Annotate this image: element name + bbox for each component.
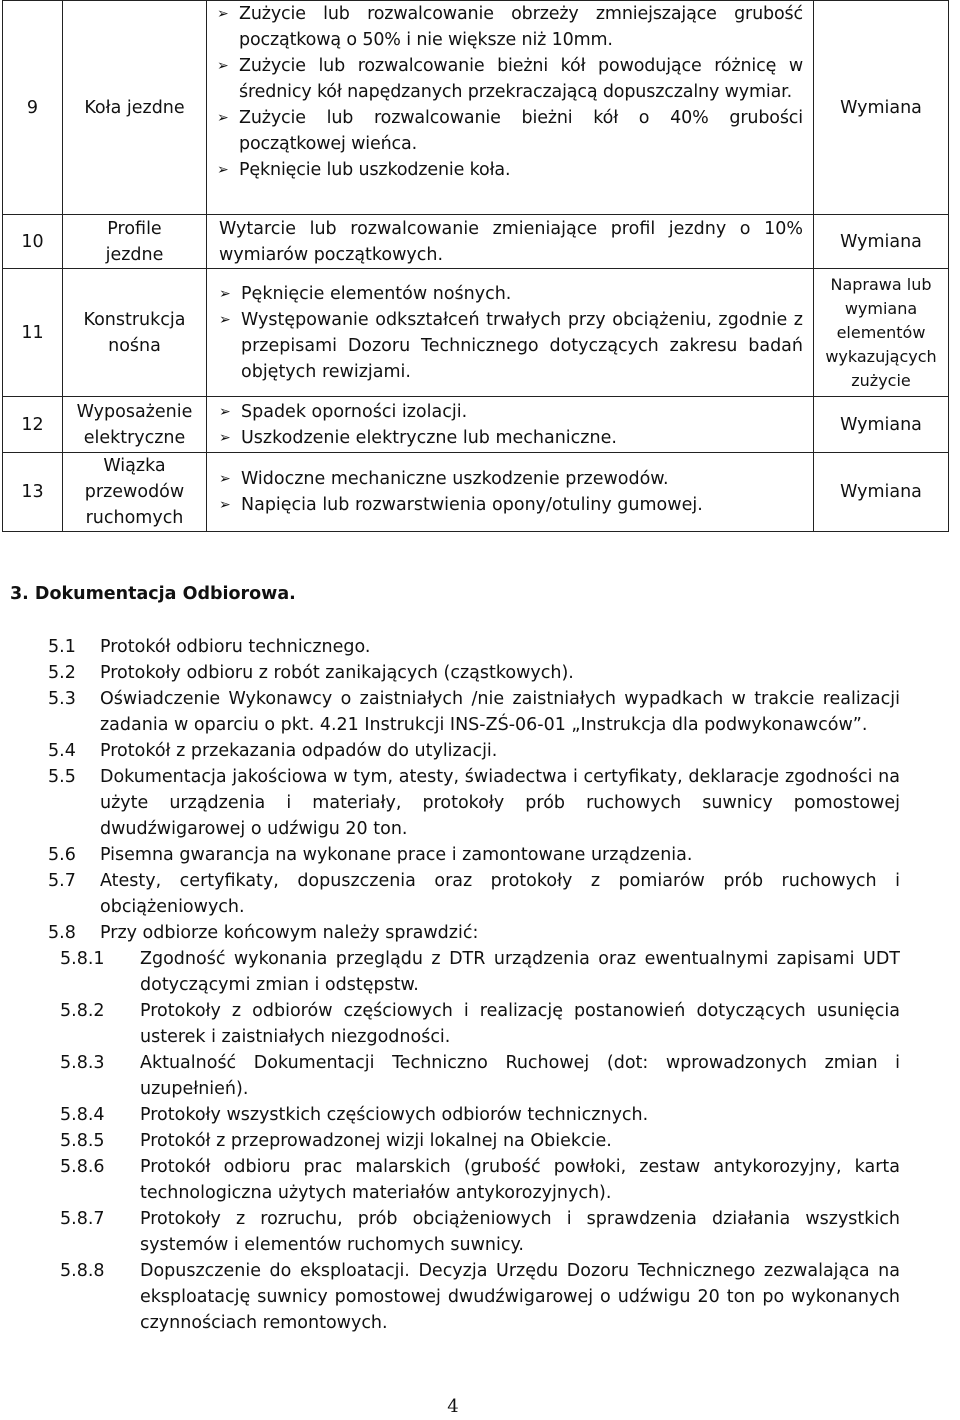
row-number: 12 bbox=[3, 397, 63, 453]
item-number: 5.8.5 bbox=[60, 1131, 105, 1151]
element-name-line: przewodów bbox=[84, 482, 185, 502]
action-cell: Naprawa lub wymiana elementów wykazujących zużycie bbox=[814, 269, 949, 397]
sub-list-item bbox=[60, 1102, 900, 1128]
item-number: 5.8 bbox=[48, 923, 76, 943]
item-text: Protokół odbioru technicznego. bbox=[100, 637, 371, 657]
list-item bbox=[48, 842, 900, 868]
list-item bbox=[48, 868, 900, 920]
page-number: 4 bbox=[447, 1396, 459, 1417]
item-text: Oświadczenie Wykonawcy o zaistniałych /nie zaistniałych wypadkach w trakcie realizacji zadania w oparciu o pkt. 4.21 Instrukcji INS-ZŚ-06-01 „Instrukcja dla podwykonawców”. bbox=[100, 689, 900, 735]
item-number: 5.4 bbox=[48, 741, 76, 761]
item-text: Protokoły z odbiorów częściowych i realizację postanowień dotyczących usunięcia usterek i zaistniałych niezgodności. bbox=[140, 1001, 900, 1047]
list-item bbox=[48, 738, 900, 764]
element-name-line: Koła jezdne bbox=[84, 97, 185, 118]
defect-description bbox=[207, 269, 814, 397]
row-number: 10 bbox=[3, 215, 63, 269]
element-name-line: Konstrukcja bbox=[83, 309, 186, 330]
item-number: 5.1 bbox=[48, 637, 76, 657]
element-name-line: elektryczne bbox=[83, 427, 186, 448]
table-row bbox=[3, 453, 949, 532]
item-text: Zgodność wykonania przeglądu z DTR urządzenia oraz ewentualnymi zapisami UDT dotyczącymi zmian i odstępstw. bbox=[140, 949, 900, 995]
bullet-item: ➢ Uszkodzenie elektryczne lub mechaniczne. bbox=[219, 425, 803, 451]
row-number: 11 bbox=[3, 269, 63, 397]
sub-list-item bbox=[60, 1154, 900, 1206]
item-text: Dopuszczenie do eksploatacji. Decyzja Urzędu Dozoru Technicznego zezwalająca na eksploatację suwnicy pomostowej dwudźwigarowej o udźwigu 20 ton po wykonanych czynnościach remontowych. bbox=[140, 1261, 900, 1333]
defect-description bbox=[207, 215, 814, 269]
element-name bbox=[63, 397, 207, 453]
item-number: 5.8.1 bbox=[60, 949, 105, 969]
element-name bbox=[63, 215, 207, 269]
bullet-item: ➢ Zużycie lub rozwalcowanie obrzeży zmniejszające grubość początkową o 50% i nie większe niż 10mm. bbox=[219, 1, 803, 53]
item-text: Protokoły odbioru z robót zanikających (cząstkowych). bbox=[100, 663, 574, 683]
documentation-list bbox=[48, 634, 900, 1336]
table-row bbox=[3, 215, 949, 269]
defect-description bbox=[207, 1, 814, 215]
list-item bbox=[48, 920, 900, 946]
bullet-item: ➢ Spadek oporności izolacji. bbox=[219, 399, 803, 425]
item-number: 5.5 bbox=[48, 767, 76, 787]
item-text: Protokół z przeprowadzonej wizji lokalnej na Obiekcie. bbox=[140, 1131, 612, 1151]
item-text: Protokół z przekazania odpadów do utylizacji. bbox=[100, 741, 498, 761]
action-cell: Wymiana bbox=[814, 215, 949, 269]
sub-list-item bbox=[60, 1128, 900, 1154]
table-row bbox=[3, 397, 949, 453]
defect-description bbox=[207, 453, 814, 532]
item-number: 5.2 bbox=[48, 663, 76, 683]
item-number: 5.8.4 bbox=[60, 1105, 105, 1125]
item-text: Aktualność Dokumentacji Techniczno Ruchowej (dot: wprowadzonych zmian i uzupełnień). bbox=[140, 1053, 900, 1099]
item-number: 5.6 bbox=[48, 845, 76, 865]
sub-list-item bbox=[60, 998, 900, 1050]
row-number: 13 bbox=[3, 453, 63, 532]
item-text: Protokoły wszystkich częściowych odbiorów technicznych. bbox=[140, 1105, 649, 1125]
row-number: 9 bbox=[3, 1, 63, 215]
action-cell: Wymiana bbox=[814, 397, 949, 453]
list-item bbox=[48, 660, 900, 686]
element-name bbox=[63, 453, 207, 532]
table-row bbox=[3, 269, 949, 397]
item-text: Protokoły z rozruchu, prób obciążeniowych i sprawdzenia działania wszystkich systemów i elementów ruchomych suwnicy. bbox=[140, 1209, 900, 1255]
item-number: 5.8.8 bbox=[60, 1261, 105, 1281]
list-item bbox=[48, 634, 900, 660]
element-name-line: nośna bbox=[108, 335, 161, 356]
item-text: Atesty, certyfikaty, dopuszczenia oraz protokoły z pomiarów prób ruchowych i obciążeniowych. bbox=[100, 871, 900, 917]
bullet-item: ➢ Widoczne mechaniczne uszkodzenie przewodów. bbox=[219, 466, 803, 492]
item-text: Dokumentacja jakościowa w tym, atesty, świadectwa i certyfikaty, deklaracje zgodności na użyte urządzenia i materiały, protokoły prób ruchowych suwnicy pomostowej dwudźwigarowej o udźwigu 20 ton. bbox=[100, 767, 900, 839]
element-name bbox=[63, 269, 207, 397]
list-item bbox=[48, 686, 900, 738]
element-name-line: Wyposażenie bbox=[76, 401, 193, 422]
sub-list-item bbox=[60, 946, 900, 998]
defect-text: Wytarcie lub rozwalcowanie zmieniające profil jezdny o 10% wymiarów początkowych. bbox=[219, 218, 803, 265]
bullet-item: ➢ Pęknięcie lub uszkodzenie koła. bbox=[219, 157, 803, 183]
bullet-item: ➢ Napięcia lub rozwarstwienia opony/otuliny gumowej. bbox=[219, 492, 803, 518]
bullet-item: ➢ Zużycie lub rozwalcowanie bieżni kół o 40% grubości początkowej wieńca. bbox=[219, 105, 803, 157]
item-number: 5.8.6 bbox=[60, 1157, 105, 1177]
bullet-item: ➢ Pęknięcie elementów nośnych. bbox=[219, 281, 803, 307]
sub-list-item bbox=[60, 1206, 900, 1258]
item-number: 5.7 bbox=[48, 871, 76, 891]
element-name bbox=[63, 1, 207, 215]
action-cell: Wymiana bbox=[814, 1, 949, 215]
item-text: Przy odbiorze końcowym należy sprawdzić: bbox=[100, 923, 479, 943]
element-name-line: ruchomych bbox=[85, 508, 184, 528]
defects-table bbox=[2, 0, 949, 532]
sub-list-item bbox=[60, 1050, 900, 1102]
list-item bbox=[48, 764, 900, 842]
element-name-line: jezdne bbox=[105, 244, 164, 265]
item-number: 5.8.2 bbox=[60, 1001, 105, 1021]
item-number: 5.8.3 bbox=[60, 1053, 105, 1073]
element-name-line: Profile bbox=[107, 218, 162, 239]
item-text: Protokół odbioru prac malarskich (grubość powłoki, zestaw antykorozyjny, karta technologiczna użytych materiałów antykorozyjnych). bbox=[140, 1157, 900, 1203]
item-number: 5.3 bbox=[48, 689, 76, 709]
element-name-line: Wiązka bbox=[103, 456, 166, 476]
action-cell: Wymiana bbox=[814, 453, 949, 532]
bullet-item: ➢ Zużycie lub rozwalcowanie bieżni kół powodujące różnicę w średnicy kół napędzanych przekraczającą dopuszczalny wymiar. bbox=[219, 53, 803, 105]
sub-list-item bbox=[60, 1258, 900, 1336]
item-number: 5.8.7 bbox=[60, 1209, 105, 1229]
defect-description bbox=[207, 397, 814, 453]
item-text: Pisemna gwarancja na wykonane prace i zamontowane urządzenia. bbox=[100, 845, 693, 865]
section-heading: 3. Dokumentacja Odbiorowa. bbox=[10, 584, 296, 604]
bullet-item: ➢ Występowanie odkształceń trwałych przy obciążeniu, zgodnie z przepisami Dozoru Technicznego dotyczących zakresu badań objętych rewizjami. bbox=[219, 307, 803, 385]
table-row bbox=[3, 1, 949, 215]
